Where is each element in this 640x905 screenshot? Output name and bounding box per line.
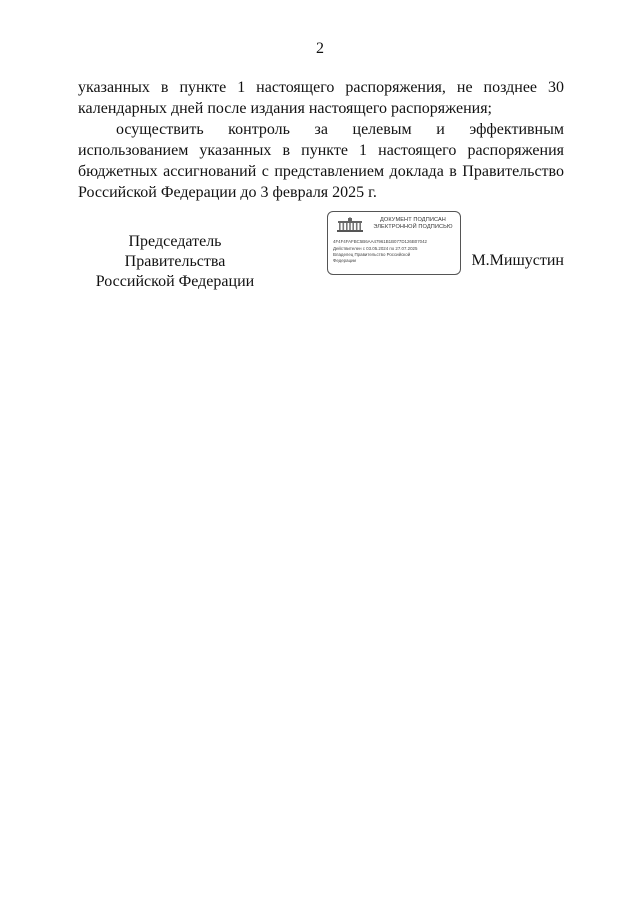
signatory-position-line-1: Председатель Правительства	[124, 233, 226, 270]
signatory-name: М.Мишустин	[471, 252, 564, 269]
stamp-heading-line-2: ЭЛЕКТРОННОЙ ПОДПИСЬЮ	[373, 224, 453, 230]
paragraph-1: указанных в пункте 1 настоящего распоряжения, не позднее 30 календарных дней после издания настоящего распоряжения;	[78, 79, 564, 117]
document-body	[78, 77, 564, 203]
stamp-heading-line-1: ДОКУМЕНТ ПОДПИСАН	[380, 217, 446, 223]
stamp-certificate-number: 4F4F4FAFBC5B6AA47961B1B077D126B07042	[333, 239, 427, 244]
stamp-owner-line-2: Федерации	[333, 258, 356, 263]
paragraph-2: осуществить контроль за целевым и эффективным использованием указанных в пункте 1 настоящего распоряжения бюджетных ассигнований с представлением доклада в Правительство Российской Федерации до 3 февраля 2025 г.	[78, 121, 564, 201]
signatory-position	[78, 232, 272, 292]
stamp-heading	[368, 217, 458, 231]
electronic-signature-stamp	[327, 211, 461, 275]
stamp-owner-line-1: Владелец Правительство Российской	[333, 252, 411, 257]
government-building-icon	[336, 217, 364, 233]
stamp-validity: Действителен с 03.05.2024 по 27.07.2025	[333, 246, 418, 251]
signatory-position-line-2: Российской Федерации	[95, 273, 255, 290]
page-number: 2	[316, 40, 324, 57]
